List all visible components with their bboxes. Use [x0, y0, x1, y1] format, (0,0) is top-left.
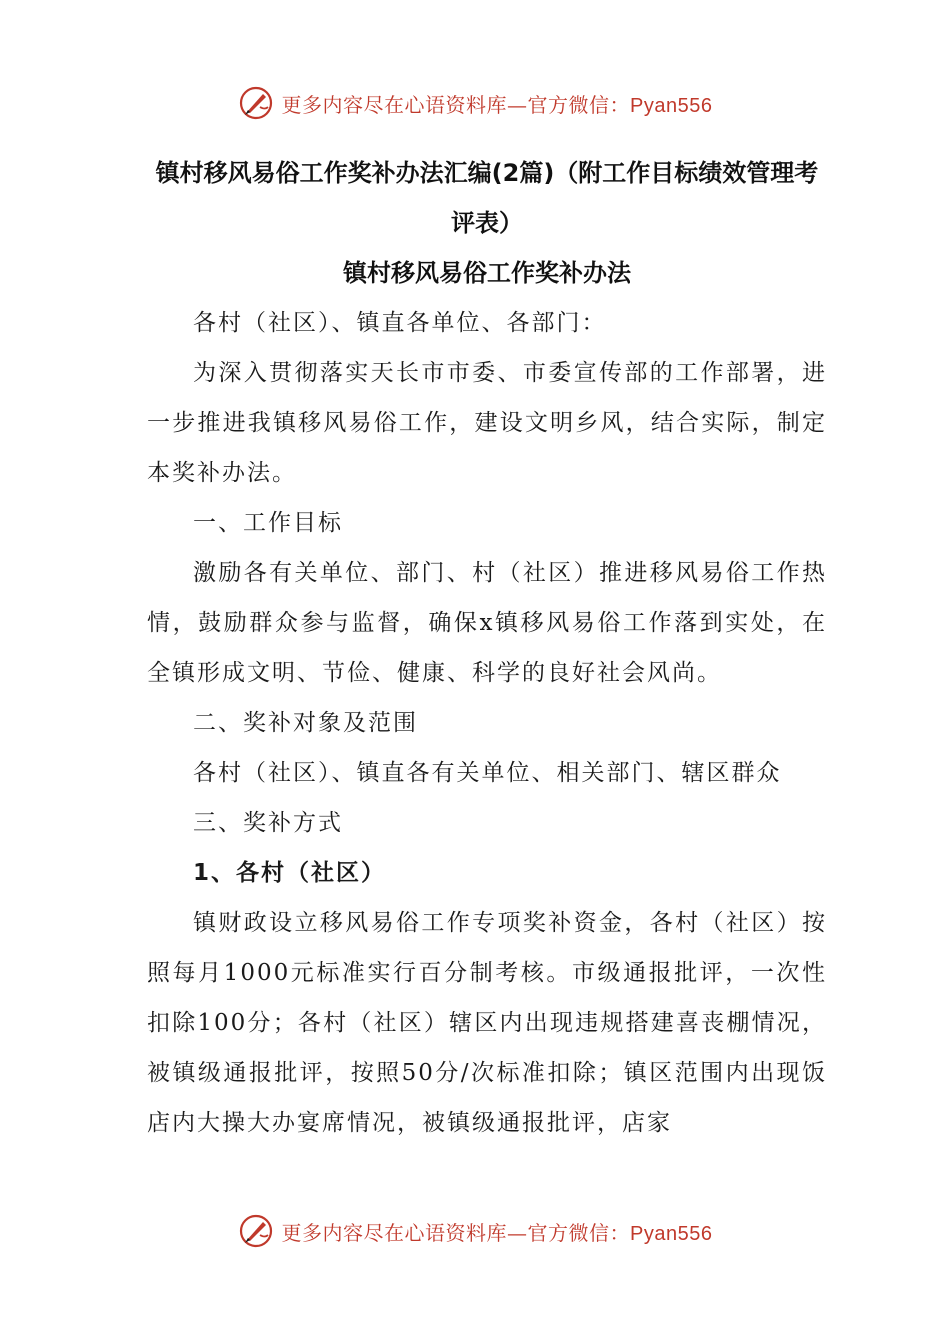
- watermark-site-text: 更多内容尽在心语资料库—官方微信：: [281, 1220, 631, 1245]
- paragraph: 三、奖补方式: [193, 810, 343, 836]
- paragraph: 镇财政设立移风易俗工作专项奖补资金，各村（社区）按照每月1000元标准实行百分制考核。市级通报批评，一次性扣除100分；各村（社区）辖区内出现违规搭建喜丧棚情况，被镇级通报批评，按照50分/次标准扣除；镇区范围内出现饭店内大操大办宴席情况，被镇级通报批评，店家: [147, 910, 827, 1136]
- paragraph: 各村（社区）、镇直各有关单位、相关部门、辖区群众: [193, 760, 782, 786]
- watermark-wechat-id: Pyan556: [630, 94, 713, 117]
- document-body: [147, 148, 827, 1148]
- footer-watermark: [0, 1208, 950, 1254]
- quill-pen-logo-icon: [238, 85, 274, 121]
- paragraph: 为深入贯彻落实天长市市委、市委宣传部的工作部署，进一步推进我镇移风易俗工作，建设文明乡风，结合实际，制定本奖补办法。: [147, 360, 827, 486]
- paragraph: 二、奖补对象及范围: [193, 710, 418, 736]
- paragraph: 各村（社区）、镇直各单位、各部门：: [193, 310, 607, 336]
- paragraph-list: [147, 298, 827, 1148]
- watermark-site-text: 更多内容尽在心语资料库—官方微信：: [281, 92, 631, 117]
- paragraph: 激励各有关单位、部门、村（社区）推进移风易俗工作热情，鼓励群众参与监督，确保x镇移风易俗工作落到实处，在全镇形成文明、节俭、健康、科学的良好社会风尚。: [147, 560, 827, 686]
- header-watermark: [0, 80, 950, 126]
- watermark-wechat-id: Pyan556: [630, 1222, 713, 1245]
- document-title: 镇村移风易俗工作奖补办法汇编(2篇)（附工作目标绩效管理考评表）: [155, 159, 819, 237]
- section-subheading: 1、各村（社区）: [193, 860, 387, 886]
- paragraph: 一、工作目标: [193, 510, 343, 536]
- section-title: 镇村移风易俗工作奖补办法: [343, 259, 631, 287]
- watermark-text: [282, 1217, 713, 1246]
- quill-pen-logo-icon: [238, 1213, 274, 1249]
- watermark-text: [282, 89, 713, 118]
